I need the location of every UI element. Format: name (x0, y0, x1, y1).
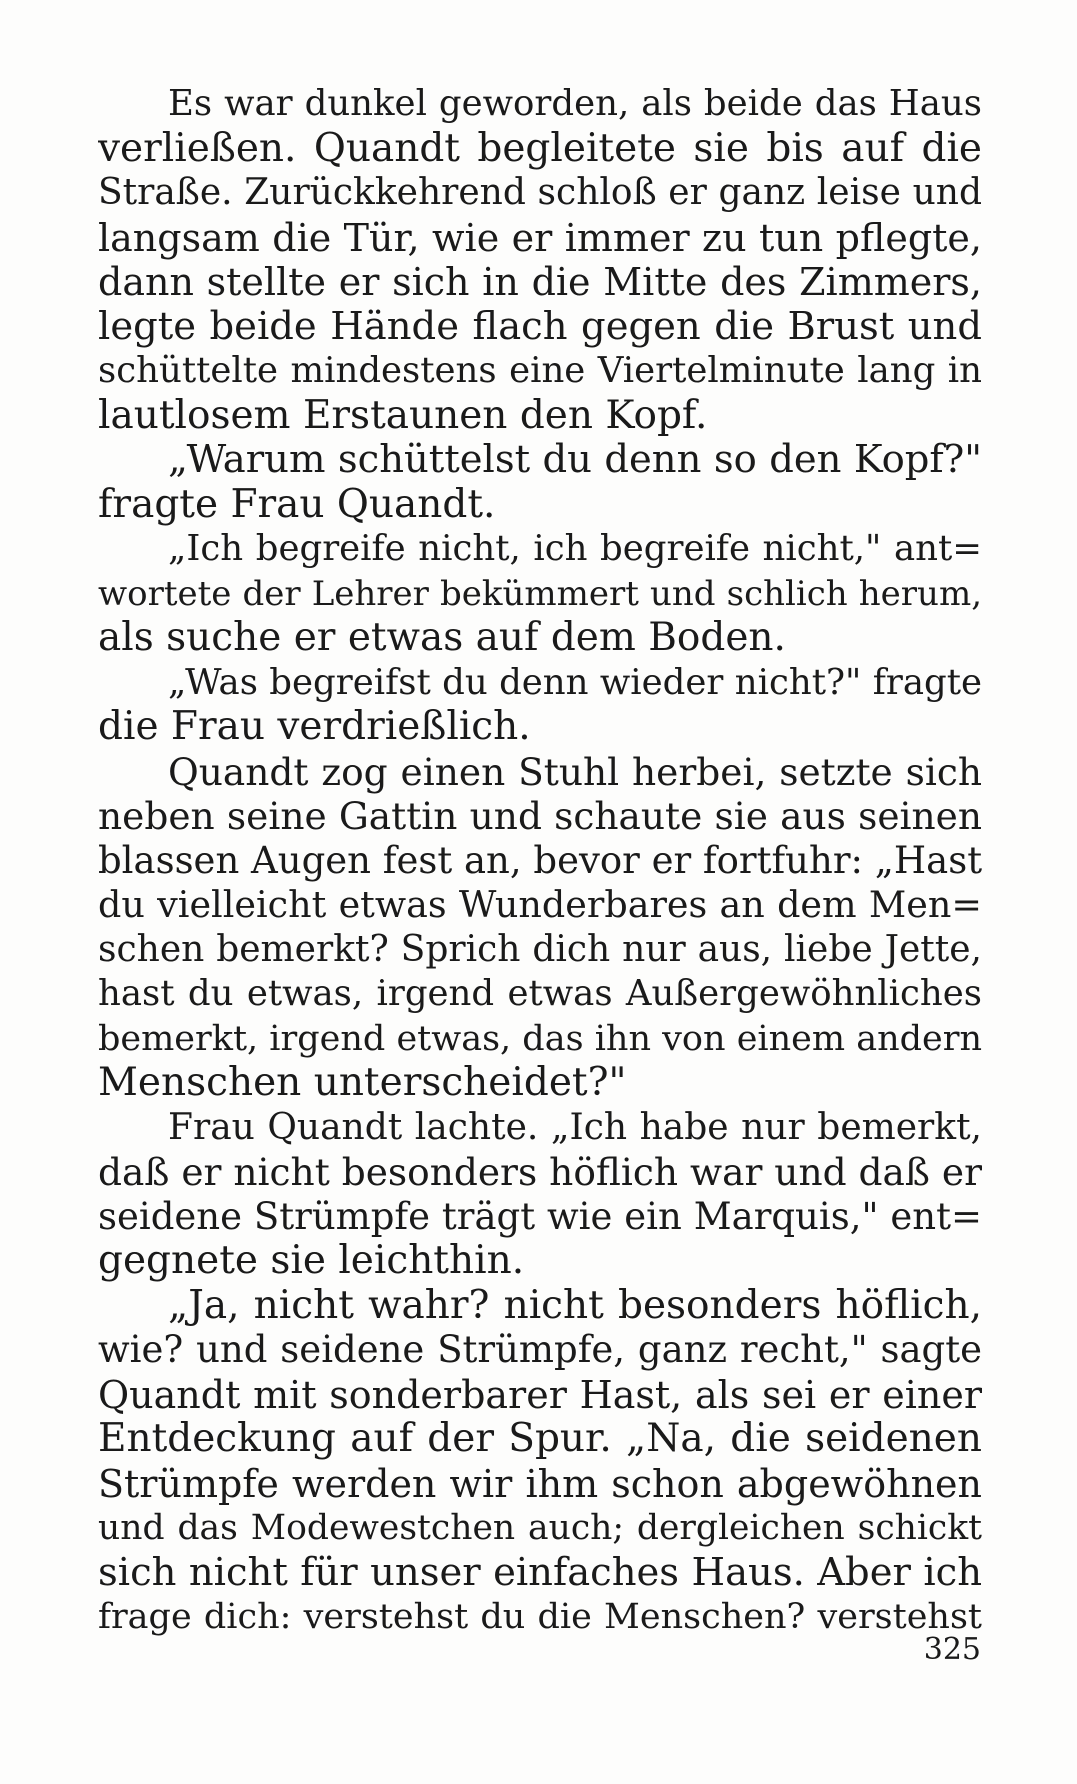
text-line: wie? und seidene Strümpfe, ganz recht," sagte (98, 1328, 982, 1371)
text-line: neben seine Gattin und schaute sie aus seinen (98, 794, 982, 838)
text-line: legte beide Hände flach gegen die Brust und (98, 304, 982, 349)
text-line: Frau Quandt lachte. „Ich habe nur bemerkt, (168, 1106, 982, 1148)
text-line: „Was begreifst du denn wieder nicht?" fragte (168, 661, 982, 703)
text-line: daß er nicht besonders höflich war und daß er (98, 1150, 982, 1194)
text-line: seidene Strümpfe trägt wie ein Marquis," ent= (98, 1194, 982, 1238)
text-line: frage dich: verstehst du die Menschen? verstehst (98, 1597, 982, 1637)
text-line: Quandt mit sonderbarer Hast, als sei er einer (98, 1372, 982, 1417)
body-text (98, 82, 982, 1640)
text-line: die Frau verdrießlich. (98, 705, 531, 749)
text-line: bemerkt, irgend etwas, das ihn von einem andern (98, 1018, 982, 1059)
page-number: 325 (923, 1632, 981, 1667)
text-line: Quandt zog einen Stuhl herbei, setzte sich (168, 749, 982, 794)
text-line: verließen. Quandt begleitete sie bis auf die (98, 126, 982, 171)
text-line: wortete der Lehrer bekümmert und schlich herum, (98, 573, 982, 614)
text-line: „Warum schüttelst du denn so den Kopf?" (168, 438, 982, 482)
text-line: du vielleicht etwas Wunderbares an dem Men= (98, 883, 982, 926)
text-line: gegnete sie leichthin. (98, 1239, 525, 1283)
text-line: hast du etwas, irgend etwas Außergewöhnliches (98, 973, 982, 1014)
text-line: Menschen unterscheidet?" (98, 1061, 627, 1105)
text-line: Straße. Zurückkehrend schloß er ganz leise und (98, 172, 982, 213)
text-line: Strümpfe werden wir ihm schon abgewöhnen (98, 1461, 982, 1506)
text-line: lautlosem Erstaunen den Kopf. (98, 393, 708, 438)
text-line: „Ja, nicht wahr? nicht besonders höflich, (168, 1283, 982, 1328)
text-line: schen bemerkt? Sprich dich nur aus, liebe Jette, (98, 928, 982, 970)
text-line: fragte Frau Quandt. (98, 482, 496, 527)
text-line: „Ich begreife nicht, ich begreife nicht," ant= (168, 528, 982, 569)
text-line: langsam die Tür, wie er immer zu tun pflegte, (98, 215, 982, 260)
text-line: schüttelte mindestens eine Viertelminute lang in (98, 350, 982, 391)
text-line: dann stellte er sich in die Mitte des Zimmers, (98, 260, 982, 304)
text-line: als suche er etwas auf dem Boden. (98, 616, 786, 660)
text-line: sich nicht für unser einfaches Haus. Aber ich (98, 1550, 982, 1595)
text-line: und das Modewestchen auch; dergleichen schickt (98, 1508, 982, 1548)
text-line: Entdeckung auf der Spur. „Na, die seidenen (98, 1417, 982, 1461)
text-line: blassen Augen fest an, bevor er fortfuhr: „Hast (98, 838, 982, 882)
text-line: Es war dunkel geworden, als beide das Haus (168, 83, 982, 124)
